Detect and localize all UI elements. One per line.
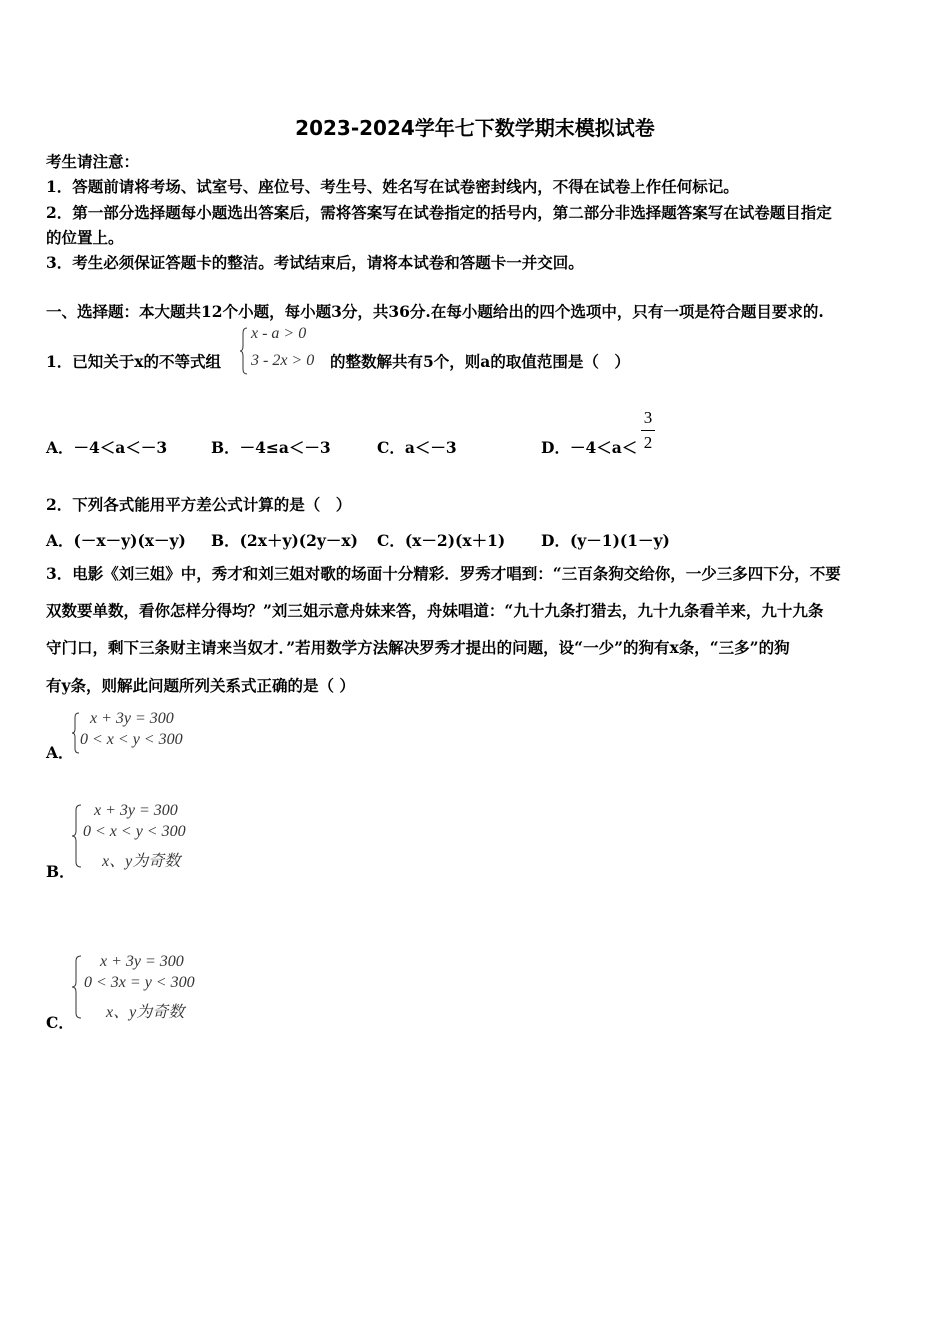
fraction-numerator: 3: [643, 408, 653, 427]
q3-a-line-1: x + 3y = 300: [90, 710, 174, 727]
q3-stem-line-4: 有y条，则解此问题所列关系式正确的是（ ）: [46, 676, 355, 695]
q3-option-a-label: A．: [46, 743, 74, 762]
q1-sys-line-1: x - a > 0: [251, 325, 307, 342]
q2-option-d: D．(y－1)(1－y): [541, 531, 670, 550]
brace-icon: [72, 712, 80, 754]
q3-c-line-2: 0 < 3x = y < 300: [84, 974, 195, 991]
q3-c-line-1: x + 3y = 300: [100, 953, 184, 970]
brace-icon: [240, 327, 248, 375]
q3-b-line-1: x + 3y = 300: [94, 802, 178, 819]
q3-option-c-system: [72, 953, 242, 1023]
fraction-denominator: 2: [643, 433, 653, 452]
q3-option-b-system: [72, 802, 232, 872]
brace-icon: [72, 955, 82, 1019]
q2-option-c: C．(x－2)(x＋1): [377, 531, 506, 550]
fraction-bar: [641, 430, 655, 431]
section-heading: 一、选择题：本大题共12个小题，每小题3分，共36分.在每小题给出的四个选项中，只有一项是符合题目要求的.: [46, 302, 824, 321]
q1-option-b: B．－4≤a＜－3: [211, 438, 331, 457]
q3-b-line-2: 0 < x < y < 300: [83, 823, 186, 840]
q3-c-line-3: x、y为奇数: [106, 1004, 185, 1021]
q1-inequality-system: [240, 325, 330, 377]
notice-item-1: 1．答题前请将考场、试室号、座位号、考生号、姓名写在试卷密封线内，不得在试卷上作任何标记。: [46, 177, 739, 196]
notice-item-2-cont: 的位置上。: [46, 228, 124, 247]
q3-b-line-3: x、y为奇数: [102, 853, 181, 870]
notice-item-3: 3．考生必须保证答题卡的整洁。考试结束后，请将本试卷和答题卡一并交回。: [46, 253, 584, 272]
q1-stem-before: 1．已知关于x的不等式组: [46, 352, 222, 371]
q1-sys-line-2: 3 - 2x > 0: [251, 352, 315, 369]
q1-option-c: C．a＜－3: [377, 438, 457, 457]
q1-stem-after: 的整数解共有5个，则a的取值范围是（ ）: [330, 352, 630, 371]
brace-icon: [72, 804, 82, 868]
q2-option-b: B．(2x＋y)(2y－x): [211, 531, 359, 550]
q3-option-c-label: C．: [46, 1013, 74, 1032]
q3-a-line-2: 0 < x < y < 300: [80, 731, 183, 748]
q3-stem-line-3: 守门口，剩下三条财主请来当奴才．”若用数学方法解决罗秀才提出的问题，设“一少”的狗有x条，“三多”的狗: [46, 638, 790, 657]
q1-option-d: D．－4＜a＜: [541, 438, 638, 457]
q3-stem-line-2: 双数要单数，看你怎样分得均？”刘三姐示意舟妹来答，舟妹唱道：“九十九条打猎去，九十九条看羊来，九十九条: [46, 601, 824, 620]
notice-item-2: 2．第一部分选择题每小题选出答案后，需将答案写在试卷指定的括号内，第二部分非选择题答案写在试卷题目指定: [46, 203, 832, 222]
q2-option-a: A．(－x－y)(x－y): [46, 531, 186, 550]
q3-option-a-system: [72, 710, 222, 756]
q2-stem: 2．下列各式能用平方差公式计算的是（ ）: [46, 495, 352, 514]
q3-option-b-label: B．: [46, 862, 75, 881]
page-title: 2023-2024学年七下数学期末模拟试卷: [295, 116, 655, 140]
notice-heading: 考生请注意：: [46, 152, 140, 171]
q1-option-a: A．－4＜a＜－3: [46, 438, 168, 457]
q1-option-d-fraction: [641, 408, 655, 456]
q3-stem-line-1: 3．电影《刘三姐》中，秀才和刘三姐对歌的场面十分精彩．罗秀才唱到：“三百条狗交给你，一少三多四下分，不要: [46, 564, 841, 583]
